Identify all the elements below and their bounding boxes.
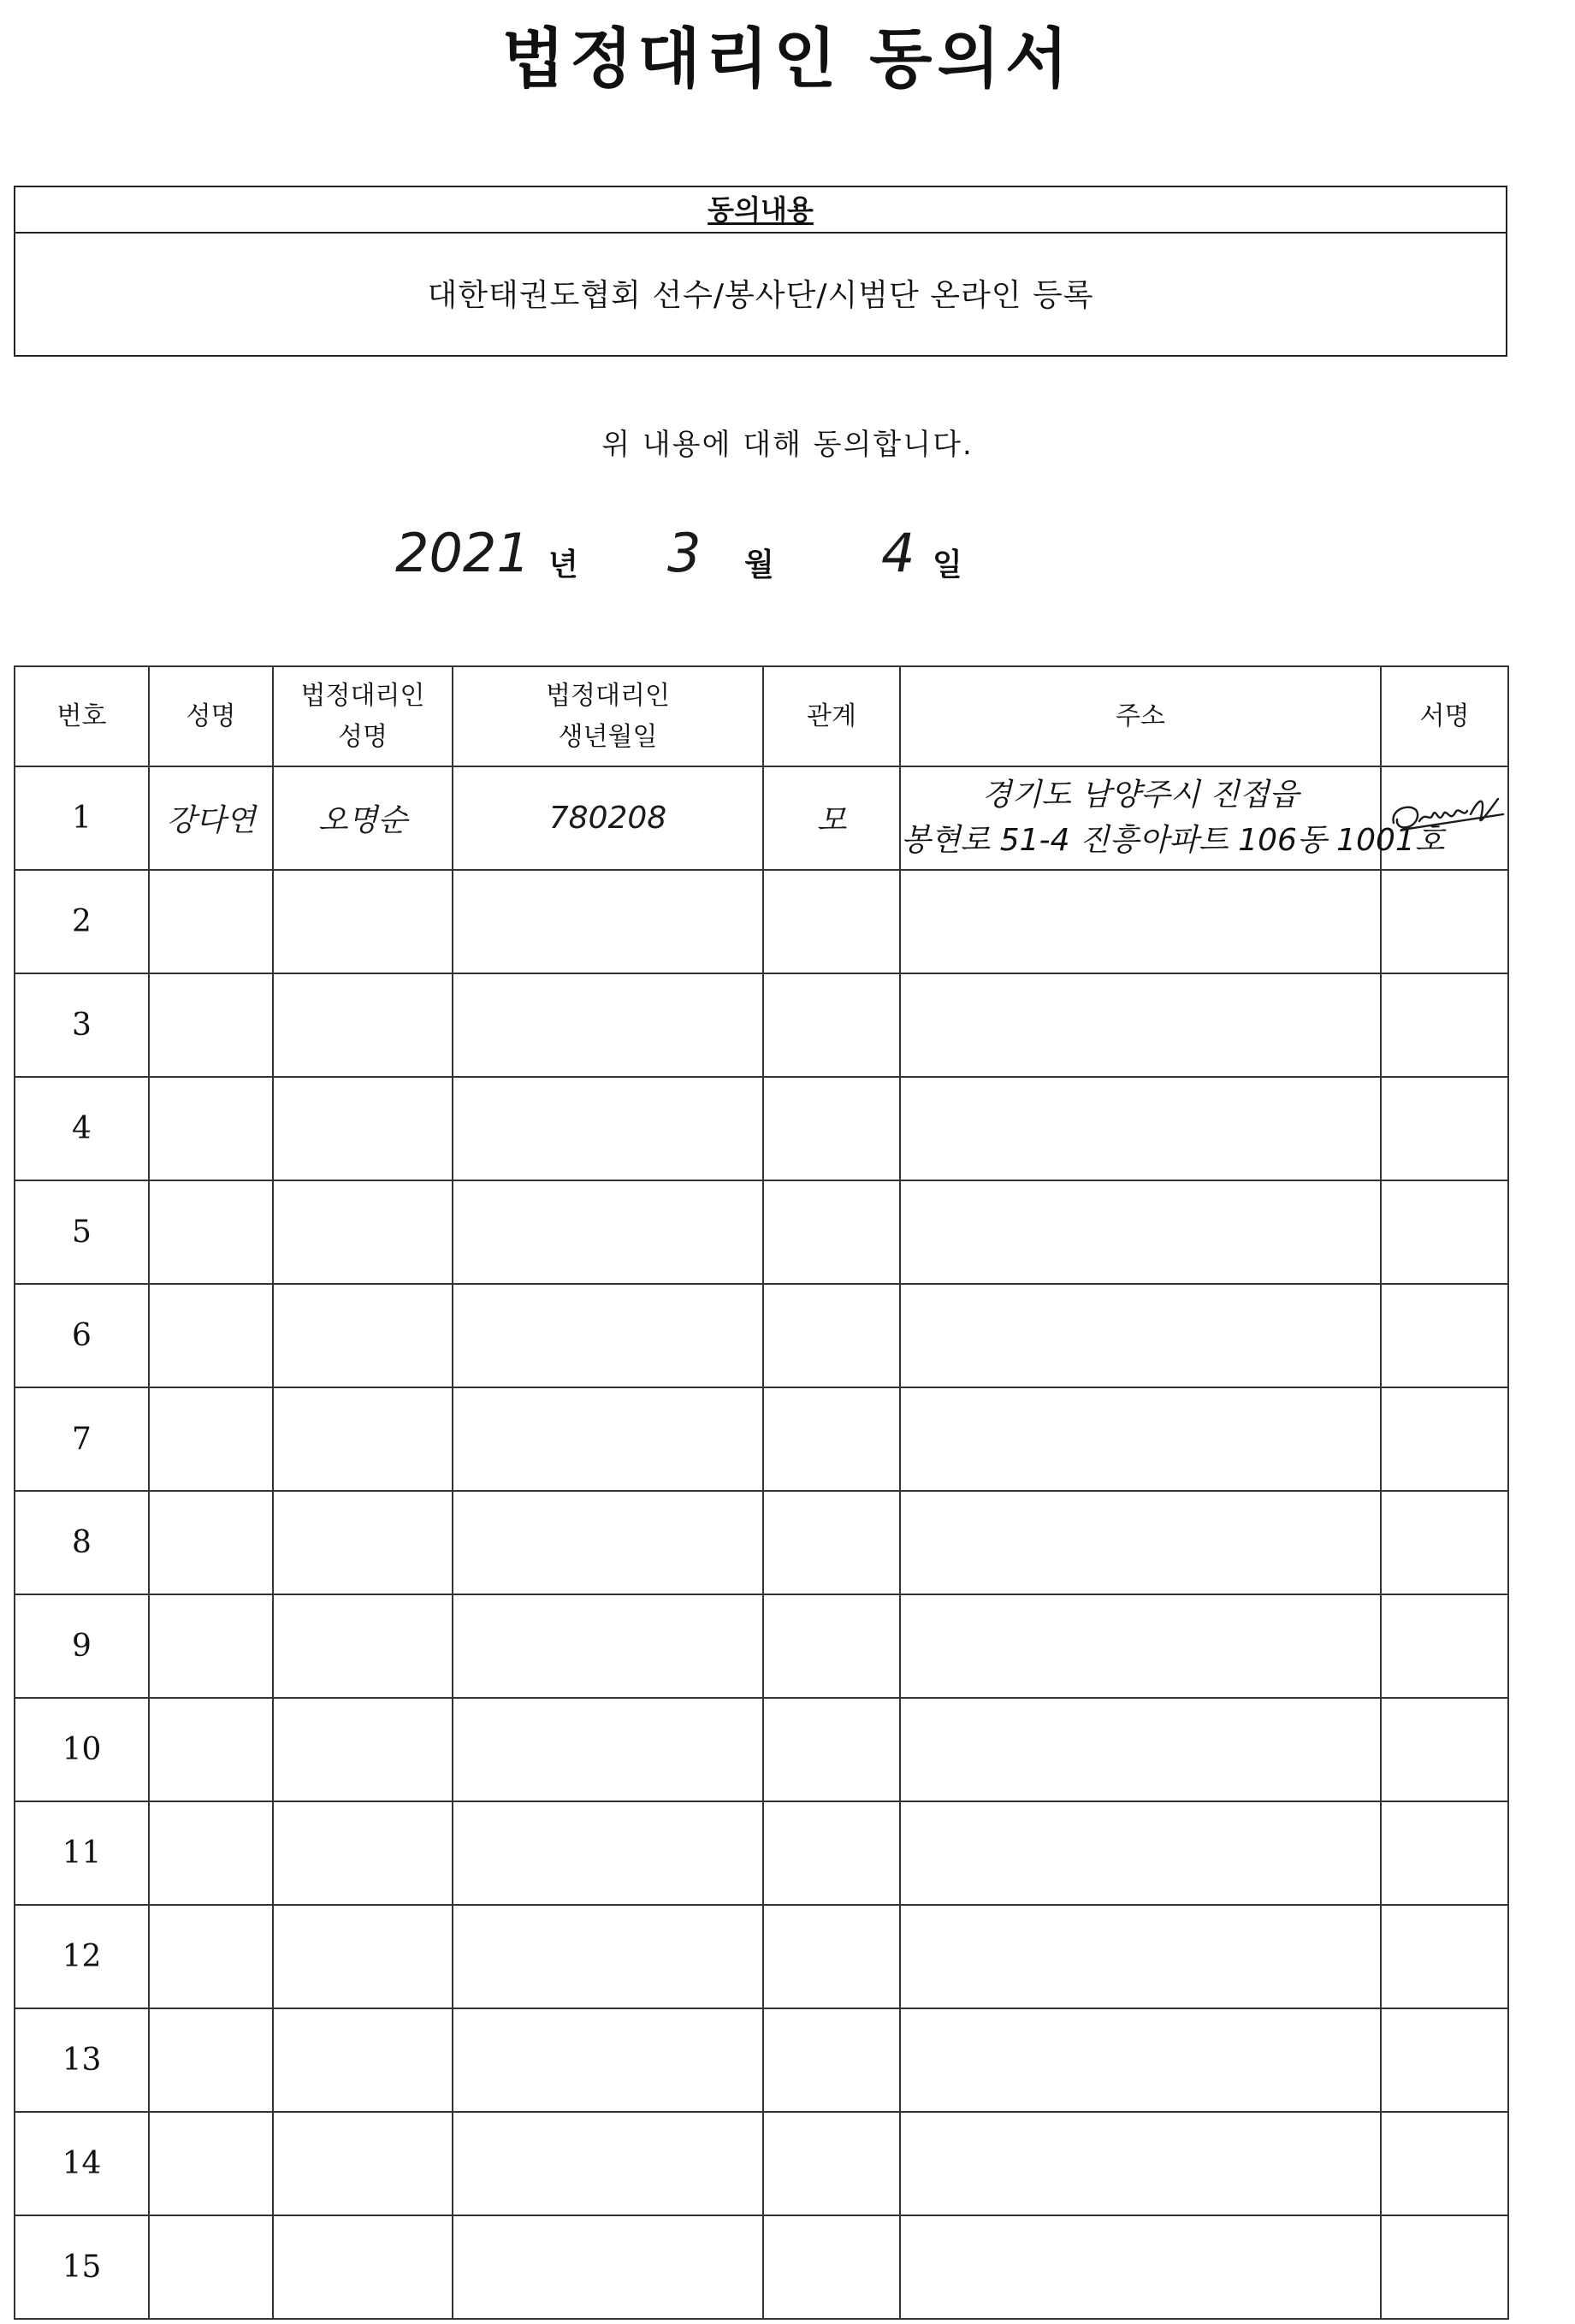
table-row	[15, 2008, 1508, 2112]
cell-guardian-name[interactable]	[273, 1698, 453, 1801]
date-day[interactable]: 4	[881, 522, 915, 584]
cell-signature[interactable]	[1381, 2215, 1508, 2319]
cell-guardian-birth[interactable]	[453, 1698, 763, 1801]
cell-relation[interactable]	[763, 973, 900, 1077]
cell-address[interactable]	[900, 1491, 1381, 1594]
cell-relation[interactable]	[763, 2112, 900, 2215]
cell-guardian-birth[interactable]	[453, 2112, 763, 2215]
cell-address[interactable]	[900, 1698, 1381, 1801]
cell-address[interactable]	[900, 1905, 1381, 2008]
cell-address[interactable]	[900, 973, 1381, 1077]
cell-relation[interactable]: 모	[763, 766, 900, 870]
cell-guardian-birth[interactable]	[453, 1180, 763, 1284]
cell-guardian-birth[interactable]	[453, 973, 763, 1077]
header-guardian-name	[273, 666, 453, 766]
cell-guardian-name[interactable]	[273, 1594, 453, 1698]
cell-address[interactable]	[900, 870, 1381, 973]
cell-guardian-birth[interactable]	[453, 1387, 763, 1491]
cell-guardian-birth[interactable]	[453, 1594, 763, 1698]
cell-signature[interactable]	[1381, 2112, 1508, 2215]
header-guardian-name-line2: 성명	[338, 721, 388, 752]
cell-relation[interactable]	[763, 870, 900, 973]
cell-guardian-name[interactable]	[273, 870, 453, 973]
row-number: 14	[15, 2112, 149, 2215]
guardian-table	[14, 665, 1509, 2320]
date-day-unit: 일	[933, 547, 962, 582]
cell-signature[interactable]	[1381, 1491, 1508, 1594]
consent-box	[14, 186, 1507, 357]
cell-guardian-birth[interactable]	[453, 2215, 763, 2319]
row-number: 12	[15, 1905, 149, 2008]
cell-relation[interactable]	[763, 1180, 900, 1284]
consent-text: 대한태권도협회 선수/봉사단/시범단 온라인 등록	[427, 278, 1094, 313]
table-row	[15, 1801, 1508, 1905]
cell-name[interactable]	[149, 2112, 273, 2215]
header-signature: 서명	[1381, 666, 1508, 766]
table-row	[15, 973, 1508, 1077]
cell-relation[interactable]	[763, 1284, 900, 1387]
cell-signature[interactable]	[1381, 2008, 1508, 2112]
table-row	[15, 1180, 1508, 1284]
table-row	[15, 766, 1508, 870]
cell-relation[interactable]	[763, 2008, 900, 2112]
table-row	[15, 1387, 1508, 1491]
address-line-1: 경기도 남양주시 진접읍	[981, 778, 1300, 813]
cell-name[interactable]	[149, 973, 273, 1077]
table-row	[15, 870, 1508, 973]
cell-name[interactable]: 강다연	[149, 766, 273, 870]
row-number: 9	[15, 1594, 149, 1698]
table-row	[15, 1284, 1508, 1387]
cell-guardian-birth[interactable]	[453, 1077, 763, 1180]
header-address: 주소	[900, 666, 1381, 766]
page-title: 법정대리인 동의서	[501, 21, 1074, 97]
cell-guardian-name[interactable]	[273, 1801, 453, 1905]
cell-signature[interactable]	[1381, 1077, 1508, 1180]
row-number: 8	[15, 1491, 149, 1594]
table-row	[15, 1077, 1508, 1180]
cell-signature[interactable]	[1381, 1284, 1508, 1387]
table-row	[15, 1905, 1508, 2008]
header-guardian-name-line1: 법정대리인	[300, 680, 425, 711]
row-number: 2	[15, 870, 149, 973]
cell-address[interactable]	[900, 1180, 1381, 1284]
table-row	[15, 1594, 1508, 1698]
row-number: 4	[15, 1077, 149, 1180]
cell-signature[interactable]	[1381, 973, 1508, 1077]
row-number: 3	[15, 973, 149, 1077]
cell-relation[interactable]	[763, 1698, 900, 1801]
table-row	[15, 1491, 1508, 1594]
cell-name[interactable]	[149, 2008, 273, 2112]
cell-guardian-name[interactable]	[273, 2215, 453, 2319]
cell-signature[interactable]	[1381, 1594, 1508, 1698]
cell-name[interactable]	[149, 1077, 273, 1180]
cell-guardian-name[interactable]	[273, 1387, 453, 1491]
cell-relation[interactable]	[763, 1905, 900, 2008]
cell-signature[interactable]	[1381, 1801, 1508, 1905]
table-row	[15, 1698, 1508, 1801]
row-number: 15	[15, 2215, 149, 2319]
table-row	[15, 2215, 1508, 2319]
cell-guardian-name[interactable]	[273, 1905, 453, 2008]
agree-statement: 위 내용에 대해 동의합니다.	[601, 428, 974, 462]
consent-heading-label: 동의내용	[708, 193, 814, 226]
row-number: 7	[15, 1387, 149, 1491]
header-relation: 관계	[763, 666, 900, 766]
date-year-unit: 년	[548, 547, 578, 582]
date-month[interactable]: 3	[667, 522, 702, 584]
row-number: 10	[15, 1698, 149, 1801]
cell-relation[interactable]	[763, 1801, 900, 1905]
date-year[interactable]: 2021	[395, 522, 530, 584]
cell-signature[interactable]	[1381, 1180, 1508, 1284]
cell-relation[interactable]	[763, 1387, 900, 1491]
cell-name[interactable]	[149, 870, 273, 973]
cell-signature[interactable]	[1381, 1698, 1508, 1801]
cell-address[interactable]	[900, 1594, 1381, 1698]
header-guardian-birth-line2: 생년월일	[558, 721, 658, 752]
cell-guardian-name[interactable]	[273, 973, 453, 1077]
date-month-unit: 월	[744, 547, 774, 582]
header-name: 성명	[149, 666, 273, 766]
cell-relation[interactable]	[763, 1077, 900, 1180]
cell-address[interactable]	[900, 2112, 1381, 2215]
row-number: 13	[15, 2008, 149, 2112]
cell-name[interactable]	[149, 1801, 273, 1905]
cell-name[interactable]	[149, 1491, 273, 1594]
cell-guardian-name[interactable]	[273, 2112, 453, 2215]
cell-name[interactable]	[149, 1905, 273, 2008]
cell-relation[interactable]	[763, 1491, 900, 1594]
date-line	[0, 522, 1575, 599]
header-guardian-birth	[453, 666, 763, 766]
cell-address[interactable]	[900, 1801, 1381, 1905]
cell-guardian-name[interactable]	[273, 1284, 453, 1387]
cell-signature[interactable]	[1381, 870, 1508, 973]
address-line-2: 봉현로 51-4 진흥아파트 106동 1001호	[901, 822, 1445, 858]
cell-guardian-name[interactable]	[273, 1077, 453, 1180]
cell-address[interactable]	[900, 2008, 1381, 2112]
cell-signature[interactable]	[1381, 1905, 1508, 2008]
cell-guardian-birth[interactable]	[453, 870, 763, 973]
cell-guardian-birth[interactable]: 780208	[453, 766, 763, 870]
cell-name[interactable]	[149, 1284, 273, 1387]
cell-name[interactable]	[149, 2215, 273, 2319]
cell-guardian-birth[interactable]	[453, 2008, 763, 2112]
header-guardian-birth-line1: 법정대리인	[546, 680, 670, 711]
row-number: 1	[15, 766, 149, 870]
cell-address[interactable]	[900, 1077, 1381, 1180]
cell-guardian-name[interactable]	[273, 1180, 453, 1284]
table-header-row	[15, 666, 1508, 766]
cell-name[interactable]	[149, 1180, 273, 1284]
row-number: 6	[15, 1284, 149, 1387]
consent-heading	[15, 187, 1506, 234]
row-number: 5	[15, 1180, 149, 1284]
cell-relation[interactable]	[763, 2215, 900, 2319]
cell-guardian-birth[interactable]	[453, 1491, 763, 1594]
cell-address[interactable]	[900, 2215, 1381, 2319]
cell-name[interactable]	[149, 1698, 273, 1801]
cell-relation[interactable]	[763, 1594, 900, 1698]
cell-address[interactable]	[900, 1284, 1381, 1387]
cell-guardian-birth[interactable]	[453, 1284, 763, 1387]
cell-guardian-name[interactable]	[273, 2008, 453, 2112]
cell-address[interactable]	[900, 1387, 1381, 1491]
cell-guardian-name[interactable]	[273, 1491, 453, 1594]
cell-guardian-birth[interactable]	[453, 1801, 763, 1905]
row-number: 11	[15, 1801, 149, 1905]
cell-signature[interactable]	[1381, 1387, 1508, 1491]
cell-guardian-birth[interactable]	[453, 1905, 763, 2008]
cell-name[interactable]	[149, 1387, 273, 1491]
cell-guardian-name[interactable]: 오명순	[273, 766, 453, 870]
cell-name[interactable]	[149, 1594, 273, 1698]
table-row	[15, 2112, 1508, 2215]
header-no: 번호	[15, 666, 149, 766]
cell-address[interactable]	[900, 766, 1445, 870]
